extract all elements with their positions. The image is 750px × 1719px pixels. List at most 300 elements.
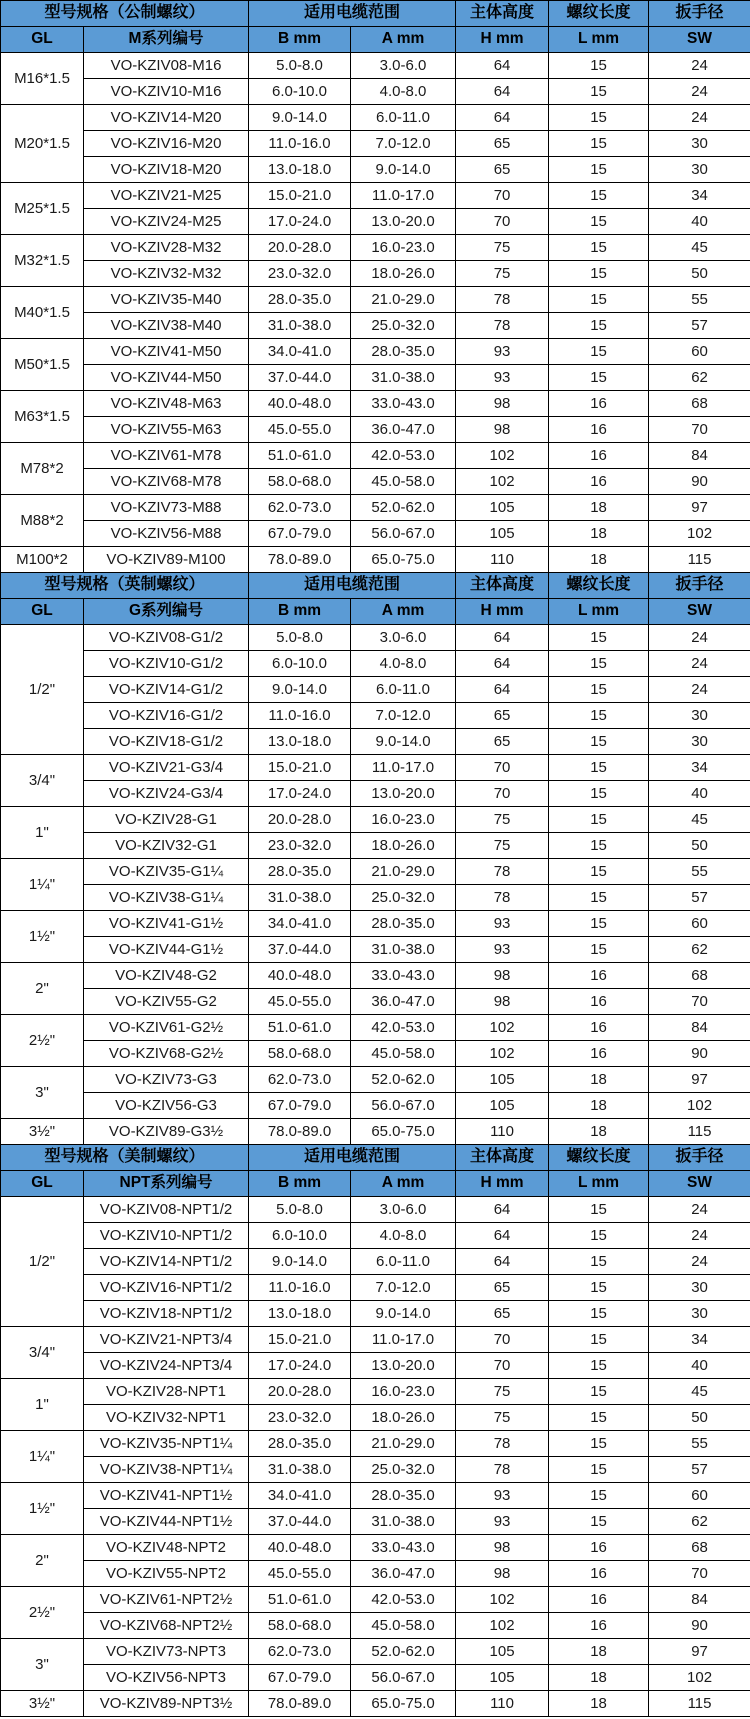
sw-cell: 50 bbox=[649, 261, 750, 287]
l-length-cell: 15 bbox=[549, 911, 649, 937]
a-range-cell: 9.0-14.0 bbox=[351, 157, 456, 183]
l-length-cell: 18 bbox=[549, 1093, 649, 1119]
model-number-cell: VO-KZIV18-G1/2 bbox=[84, 729, 249, 755]
sw-cell: 24 bbox=[649, 79, 750, 105]
l-length-cell: 15 bbox=[549, 131, 649, 157]
h-height-cell: 102 bbox=[456, 1613, 549, 1639]
model-number-cell: VO-KZIV48-G2 bbox=[84, 963, 249, 989]
sw-cell: 57 bbox=[649, 885, 750, 911]
gl-size-cell: M16*1.5 bbox=[1, 53, 84, 105]
model-number-cell: VO-KZIV48-NPT2 bbox=[84, 1535, 249, 1561]
table-row bbox=[1, 963, 750, 989]
a-range-cell: 45.0-58.0 bbox=[351, 1041, 456, 1067]
table-row bbox=[1, 1639, 750, 1665]
model-number-cell: VO-KZIV89-G3½ bbox=[84, 1119, 249, 1145]
a-range-cell: 6.0-11.0 bbox=[351, 105, 456, 131]
h-height-cell: 75 bbox=[456, 1405, 549, 1431]
a-range-cell: 36.0-47.0 bbox=[351, 989, 456, 1015]
l-length-cell: 15 bbox=[549, 807, 649, 833]
h-height-cell: 70 bbox=[456, 1353, 549, 1379]
l-length-cell: 15 bbox=[549, 1301, 649, 1327]
b-range-cell: 17.0-24.0 bbox=[249, 1353, 351, 1379]
model-number-cell: VO-KZIV38-NPT1¼ bbox=[84, 1457, 249, 1483]
model-number-cell: VO-KZIV14-M20 bbox=[84, 105, 249, 131]
gl-size-cell: 3½" bbox=[1, 1119, 84, 1145]
h-height-cell: 75 bbox=[456, 807, 549, 833]
l-length-cell: 15 bbox=[549, 53, 649, 79]
gl-size-cell: 1½" bbox=[1, 1483, 84, 1535]
h-height-cell: 93 bbox=[456, 937, 549, 963]
wrench-size-header: 扳手径 bbox=[649, 1145, 750, 1171]
gl-size-cell: M88*2 bbox=[1, 495, 84, 547]
l-length-cell: 15 bbox=[549, 1431, 649, 1457]
table-row bbox=[1, 1613, 750, 1639]
a-range-cell: 4.0-8.0 bbox=[351, 651, 456, 677]
l-length-cell: 16 bbox=[549, 1015, 649, 1041]
l-length-cell: 16 bbox=[549, 1587, 649, 1613]
table-row bbox=[1, 703, 750, 729]
sw-cell: 24 bbox=[649, 1223, 750, 1249]
sw-cell: 90 bbox=[649, 1613, 750, 1639]
b-range-cell: 34.0-41.0 bbox=[249, 339, 351, 365]
a-range-cell: 56.0-67.0 bbox=[351, 1665, 456, 1691]
model-number-cell: VO-KZIV10-NPT1/2 bbox=[84, 1223, 249, 1249]
wrench-size-header: 扳手径 bbox=[649, 1, 750, 27]
sw-header: SW bbox=[649, 27, 750, 53]
sw-cell: 115 bbox=[649, 1119, 750, 1145]
table-row bbox=[1, 1535, 750, 1561]
table-row bbox=[1, 1015, 750, 1041]
h-height-cell: 98 bbox=[456, 1561, 549, 1587]
model-number-cell: VO-KZIV61-M78 bbox=[84, 443, 249, 469]
h-height-cell: 70 bbox=[456, 183, 549, 209]
a-range-cell: 56.0-67.0 bbox=[351, 1093, 456, 1119]
table-row bbox=[1, 1587, 750, 1613]
table-row bbox=[1, 235, 750, 261]
b-range-cell: 34.0-41.0 bbox=[249, 1483, 351, 1509]
cable-range-header: 适用电缆范围 bbox=[249, 1, 456, 27]
a-range-cell: 31.0-38.0 bbox=[351, 365, 456, 391]
l-length-cell: 16 bbox=[549, 963, 649, 989]
l-length-cell: 15 bbox=[549, 209, 649, 235]
h-height-cell: 98 bbox=[456, 963, 549, 989]
sw-cell: 30 bbox=[649, 157, 750, 183]
table-row bbox=[1, 807, 750, 833]
l-length-cell: 15 bbox=[549, 1223, 649, 1249]
wrench-size-header: 扳手径 bbox=[649, 573, 750, 599]
h-height-cell: 78 bbox=[456, 859, 549, 885]
table-row bbox=[1, 1691, 750, 1717]
model-number-cell: VO-KZIV10-G1/2 bbox=[84, 651, 249, 677]
b-range-cell: 58.0-68.0 bbox=[249, 469, 351, 495]
l-length-cell: 16 bbox=[549, 989, 649, 1015]
l-length-cell: 16 bbox=[549, 1535, 649, 1561]
l-length-cell: 15 bbox=[549, 1275, 649, 1301]
a-range-cell: 13.0-20.0 bbox=[351, 781, 456, 807]
table-row bbox=[1, 781, 750, 807]
b-range-cell: 40.0-48.0 bbox=[249, 963, 351, 989]
b-range-cell: 5.0-8.0 bbox=[249, 53, 351, 79]
series-number-header: M系列编号 bbox=[84, 27, 249, 53]
a-range-cell: 13.0-20.0 bbox=[351, 209, 456, 235]
table-row bbox=[1, 1067, 750, 1093]
table-row bbox=[1, 1379, 750, 1405]
sw-header: SW bbox=[649, 599, 750, 625]
model-number-cell: VO-KZIV61-G2½ bbox=[84, 1015, 249, 1041]
a-range-cell: 3.0-6.0 bbox=[351, 625, 456, 651]
h-height-cell: 98 bbox=[456, 1535, 549, 1561]
b-range-cell: 23.0-32.0 bbox=[249, 1405, 351, 1431]
model-number-cell: VO-KZIV35-G1¼ bbox=[84, 859, 249, 885]
gl-size-cell: 1¼" bbox=[1, 859, 84, 911]
a-range-cell: 11.0-17.0 bbox=[351, 1327, 456, 1353]
gl-size-cell: 2½" bbox=[1, 1587, 84, 1639]
a-range-cell: 21.0-29.0 bbox=[351, 859, 456, 885]
h-mm-header: H mm bbox=[456, 27, 549, 53]
h-height-cell: 78 bbox=[456, 313, 549, 339]
a-range-cell: 28.0-35.0 bbox=[351, 339, 456, 365]
l-length-cell: 15 bbox=[549, 1353, 649, 1379]
sw-cell: 40 bbox=[649, 781, 750, 807]
table-row bbox=[1, 677, 750, 703]
table-row bbox=[1, 339, 750, 365]
sw-cell: 24 bbox=[649, 1197, 750, 1223]
b-mm-header: B mm bbox=[249, 27, 351, 53]
table-row bbox=[1, 1457, 750, 1483]
thread-length-header: 螺纹长度 bbox=[549, 1145, 649, 1171]
gl-size-cell: 1½" bbox=[1, 911, 84, 963]
l-length-cell: 18 bbox=[549, 521, 649, 547]
table-row bbox=[1, 1301, 750, 1327]
h-height-cell: 102 bbox=[456, 469, 549, 495]
b-range-cell: 78.0-89.0 bbox=[249, 1691, 351, 1717]
h-height-cell: 78 bbox=[456, 885, 549, 911]
table-row bbox=[1, 1275, 750, 1301]
b-range-cell: 17.0-24.0 bbox=[249, 781, 351, 807]
l-length-cell: 18 bbox=[549, 547, 649, 573]
sw-cell: 30 bbox=[649, 703, 750, 729]
a-range-cell: 9.0-14.0 bbox=[351, 729, 456, 755]
sw-cell: 24 bbox=[649, 651, 750, 677]
cable-range-header: 适用电缆范围 bbox=[249, 573, 456, 599]
sw-cell: 24 bbox=[649, 53, 750, 79]
table-row bbox=[1, 911, 750, 937]
l-length-cell: 15 bbox=[549, 183, 649, 209]
sw-cell: 45 bbox=[649, 1379, 750, 1405]
sw-cell: 45 bbox=[649, 235, 750, 261]
a-range-cell: 9.0-14.0 bbox=[351, 1301, 456, 1327]
sw-cell: 24 bbox=[649, 625, 750, 651]
table-row bbox=[1, 729, 750, 755]
a-range-cell: 25.0-32.0 bbox=[351, 885, 456, 911]
table-row bbox=[1, 1041, 750, 1067]
table-row bbox=[1, 209, 750, 235]
b-range-cell: 6.0-10.0 bbox=[249, 1223, 351, 1249]
table-row bbox=[1, 1561, 750, 1587]
a-range-cell: 45.0-58.0 bbox=[351, 469, 456, 495]
body-height-header: 主体高度 bbox=[456, 1145, 549, 1171]
l-length-cell: 16 bbox=[549, 1561, 649, 1587]
sw-cell: 45 bbox=[649, 807, 750, 833]
model-number-cell: VO-KZIV35-NPT1¼ bbox=[84, 1431, 249, 1457]
l-length-cell: 15 bbox=[549, 833, 649, 859]
l-length-cell: 15 bbox=[549, 365, 649, 391]
model-number-cell: VO-KZIV08-G1/2 bbox=[84, 625, 249, 651]
a-range-cell: 31.0-38.0 bbox=[351, 937, 456, 963]
b-range-cell: 5.0-8.0 bbox=[249, 1197, 351, 1223]
h-height-cell: 105 bbox=[456, 1665, 549, 1691]
sw-cell: 68 bbox=[649, 963, 750, 989]
table-row bbox=[1, 1197, 750, 1223]
gl-size-cell: M32*1.5 bbox=[1, 235, 84, 287]
l-length-cell: 18 bbox=[549, 1639, 649, 1665]
table-row bbox=[1, 1405, 750, 1431]
gl-size-cell: M50*1.5 bbox=[1, 339, 84, 391]
a-range-cell: 56.0-67.0 bbox=[351, 521, 456, 547]
l-length-cell: 16 bbox=[549, 1613, 649, 1639]
sw-cell: 60 bbox=[649, 1483, 750, 1509]
sw-cell: 70 bbox=[649, 1561, 750, 1587]
table-row bbox=[1, 443, 750, 469]
b-range-cell: 78.0-89.0 bbox=[249, 1119, 351, 1145]
h-height-cell: 110 bbox=[456, 1119, 549, 1145]
table-row bbox=[1, 53, 750, 79]
h-height-cell: 64 bbox=[456, 53, 549, 79]
b-range-cell: 15.0-21.0 bbox=[249, 1327, 351, 1353]
model-number-cell: VO-KZIV44-G1½ bbox=[84, 937, 249, 963]
h-height-cell: 93 bbox=[456, 1483, 549, 1509]
a-mm-header: A mm bbox=[351, 1171, 456, 1197]
l-length-cell: 18 bbox=[549, 1691, 649, 1717]
table-row bbox=[1, 469, 750, 495]
a-mm-header: A mm bbox=[351, 27, 456, 53]
l-length-cell: 15 bbox=[549, 287, 649, 313]
l-length-cell: 15 bbox=[549, 625, 649, 651]
table-row bbox=[1, 1431, 750, 1457]
h-height-cell: 102 bbox=[456, 1015, 549, 1041]
table-row bbox=[1, 105, 750, 131]
h-height-cell: 93 bbox=[456, 911, 549, 937]
model-number-cell: VO-KZIV24-G3/4 bbox=[84, 781, 249, 807]
model-number-cell: VO-KZIV38-M40 bbox=[84, 313, 249, 339]
l-length-cell: 15 bbox=[549, 885, 649, 911]
h-height-cell: 105 bbox=[456, 521, 549, 547]
sw-cell: 115 bbox=[649, 547, 750, 573]
l-length-cell: 15 bbox=[549, 157, 649, 183]
sw-cell: 40 bbox=[649, 209, 750, 235]
model-number-cell: VO-KZIV32-G1 bbox=[84, 833, 249, 859]
a-range-cell: 6.0-11.0 bbox=[351, 677, 456, 703]
section-title-row bbox=[1, 1145, 750, 1171]
table-row bbox=[1, 833, 750, 859]
l-length-cell: 16 bbox=[549, 417, 649, 443]
b-range-cell: 62.0-73.0 bbox=[249, 1639, 351, 1665]
section-title-row bbox=[1, 1, 750, 27]
model-number-cell: VO-KZIV08-M16 bbox=[84, 53, 249, 79]
b-range-cell: 51.0-61.0 bbox=[249, 1015, 351, 1041]
l-mm-header: L mm bbox=[549, 27, 649, 53]
model-number-cell: VO-KZIV55-NPT2 bbox=[84, 1561, 249, 1587]
table-row bbox=[1, 1327, 750, 1353]
h-height-cell: 75 bbox=[456, 833, 549, 859]
h-mm-header: H mm bbox=[456, 1171, 549, 1197]
l-length-cell: 15 bbox=[549, 313, 649, 339]
gl-size-cell: 2" bbox=[1, 963, 84, 1015]
b-range-cell: 23.0-32.0 bbox=[249, 833, 351, 859]
b-range-cell: 62.0-73.0 bbox=[249, 1067, 351, 1093]
sw-cell: 57 bbox=[649, 1457, 750, 1483]
table-row bbox=[1, 1223, 750, 1249]
h-height-cell: 75 bbox=[456, 261, 549, 287]
b-range-cell: 67.0-79.0 bbox=[249, 521, 351, 547]
b-range-cell: 20.0-28.0 bbox=[249, 1379, 351, 1405]
b-range-cell: 31.0-38.0 bbox=[249, 885, 351, 911]
table-row bbox=[1, 183, 750, 209]
l-length-cell: 15 bbox=[549, 677, 649, 703]
model-number-cell: VO-KZIV28-M32 bbox=[84, 235, 249, 261]
b-range-cell: 9.0-14.0 bbox=[249, 105, 351, 131]
table-row bbox=[1, 1353, 750, 1379]
h-height-cell: 64 bbox=[456, 1249, 549, 1275]
table-row bbox=[1, 1249, 750, 1275]
gl-size-cell: 3½" bbox=[1, 1691, 84, 1717]
a-range-cell: 42.0-53.0 bbox=[351, 1015, 456, 1041]
sw-cell: 84 bbox=[649, 443, 750, 469]
l-length-cell: 16 bbox=[549, 443, 649, 469]
b-range-cell: 13.0-18.0 bbox=[249, 729, 351, 755]
b-range-cell: 15.0-21.0 bbox=[249, 183, 351, 209]
h-height-cell: 70 bbox=[456, 1327, 549, 1353]
b-range-cell: 13.0-18.0 bbox=[249, 157, 351, 183]
l-length-cell: 18 bbox=[549, 1665, 649, 1691]
h-height-cell: 93 bbox=[456, 339, 549, 365]
h-mm-header: H mm bbox=[456, 599, 549, 625]
a-range-cell: 45.0-58.0 bbox=[351, 1613, 456, 1639]
l-length-cell: 15 bbox=[549, 105, 649, 131]
a-range-cell: 31.0-38.0 bbox=[351, 1509, 456, 1535]
model-number-cell: VO-KZIV73-G3 bbox=[84, 1067, 249, 1093]
model-number-cell: VO-KZIV38-G1¼ bbox=[84, 885, 249, 911]
gl-size-cell: 3" bbox=[1, 1639, 84, 1691]
sw-cell: 84 bbox=[649, 1015, 750, 1041]
model-number-cell: VO-KZIV21-NPT3/4 bbox=[84, 1327, 249, 1353]
sw-cell: 70 bbox=[649, 989, 750, 1015]
b-range-cell: 11.0-16.0 bbox=[249, 131, 351, 157]
b-range-cell: 31.0-38.0 bbox=[249, 1457, 351, 1483]
table-row bbox=[1, 521, 750, 547]
model-number-cell: VO-KZIV14-G1/2 bbox=[84, 677, 249, 703]
b-range-cell: 11.0-16.0 bbox=[249, 703, 351, 729]
b-range-cell: 20.0-28.0 bbox=[249, 235, 351, 261]
gl-size-cell: 2½" bbox=[1, 1015, 84, 1067]
section-title: 型号规格（英制螺纹） bbox=[1, 573, 249, 599]
h-height-cell: 64 bbox=[456, 625, 549, 651]
sw-cell: 30 bbox=[649, 1275, 750, 1301]
a-range-cell: 4.0-8.0 bbox=[351, 79, 456, 105]
b-range-cell: 13.0-18.0 bbox=[249, 1301, 351, 1327]
b-range-cell: 37.0-44.0 bbox=[249, 365, 351, 391]
model-number-cell: VO-KZIV08-NPT1/2 bbox=[84, 1197, 249, 1223]
model-number-cell: VO-KZIV73-M88 bbox=[84, 495, 249, 521]
b-range-cell: 17.0-24.0 bbox=[249, 209, 351, 235]
column-header-row bbox=[1, 27, 750, 53]
sw-cell: 68 bbox=[649, 1535, 750, 1561]
sw-cell: 97 bbox=[649, 1067, 750, 1093]
b-range-cell: 78.0-89.0 bbox=[249, 547, 351, 573]
model-number-cell: VO-KZIV18-NPT1/2 bbox=[84, 1301, 249, 1327]
a-range-cell: 65.0-75.0 bbox=[351, 1119, 456, 1145]
thread-length-header: 螺纹长度 bbox=[549, 573, 649, 599]
model-number-cell: VO-KZIV24-NPT3/4 bbox=[84, 1353, 249, 1379]
model-number-cell: VO-KZIV16-M20 bbox=[84, 131, 249, 157]
table-row bbox=[1, 131, 750, 157]
table-row bbox=[1, 313, 750, 339]
b-range-cell: 45.0-55.0 bbox=[249, 989, 351, 1015]
b-mm-header: B mm bbox=[249, 599, 351, 625]
gl-header: GL bbox=[1, 27, 84, 53]
model-number-cell: VO-KZIV41-M50 bbox=[84, 339, 249, 365]
sw-cell: 34 bbox=[649, 755, 750, 781]
l-length-cell: 15 bbox=[549, 1197, 649, 1223]
body-height-header: 主体高度 bbox=[456, 1, 549, 27]
model-number-cell: VO-KZIV73-NPT3 bbox=[84, 1639, 249, 1665]
h-height-cell: 105 bbox=[456, 495, 549, 521]
l-length-cell: 15 bbox=[549, 1483, 649, 1509]
a-range-cell: 7.0-12.0 bbox=[351, 1275, 456, 1301]
sw-cell: 40 bbox=[649, 1353, 750, 1379]
sw-cell: 62 bbox=[649, 365, 750, 391]
model-number-cell: VO-KZIV24-M25 bbox=[84, 209, 249, 235]
table-row bbox=[1, 1483, 750, 1509]
model-number-cell: VO-KZIV35-M40 bbox=[84, 287, 249, 313]
sw-cell: 30 bbox=[649, 131, 750, 157]
h-height-cell: 105 bbox=[456, 1067, 549, 1093]
sw-cell: 34 bbox=[649, 1327, 750, 1353]
sw-cell: 50 bbox=[649, 833, 750, 859]
b-range-cell: 40.0-48.0 bbox=[249, 391, 351, 417]
l-length-cell: 16 bbox=[549, 469, 649, 495]
a-range-cell: 52.0-62.0 bbox=[351, 1639, 456, 1665]
sw-header: SW bbox=[649, 1171, 750, 1197]
model-number-cell: VO-KZIV56-G3 bbox=[84, 1093, 249, 1119]
l-length-cell: 15 bbox=[549, 651, 649, 677]
sw-cell: 115 bbox=[649, 1691, 750, 1717]
a-range-cell: 28.0-35.0 bbox=[351, 911, 456, 937]
gl-size-cell: 2" bbox=[1, 1535, 84, 1587]
model-number-cell: VO-KZIV21-M25 bbox=[84, 183, 249, 209]
b-range-cell: 51.0-61.0 bbox=[249, 443, 351, 469]
l-mm-header: L mm bbox=[549, 1171, 649, 1197]
a-range-cell: 18.0-26.0 bbox=[351, 833, 456, 859]
l-length-cell: 15 bbox=[549, 1327, 649, 1353]
sw-cell: 55 bbox=[649, 287, 750, 313]
a-range-cell: 11.0-17.0 bbox=[351, 755, 456, 781]
table-row bbox=[1, 79, 750, 105]
a-range-cell: 6.0-11.0 bbox=[351, 1249, 456, 1275]
a-range-cell: 33.0-43.0 bbox=[351, 963, 456, 989]
l-length-cell: 15 bbox=[549, 339, 649, 365]
model-number-cell: VO-KZIV32-NPT1 bbox=[84, 1405, 249, 1431]
model-number-cell: VO-KZIV41-G1½ bbox=[84, 911, 249, 937]
h-height-cell: 102 bbox=[456, 443, 549, 469]
h-height-cell: 75 bbox=[456, 1379, 549, 1405]
h-height-cell: 64 bbox=[456, 677, 549, 703]
l-length-cell: 18 bbox=[549, 1067, 649, 1093]
sw-cell: 68 bbox=[649, 391, 750, 417]
model-number-cell: VO-KZIV44-NPT1½ bbox=[84, 1509, 249, 1535]
gl-size-cell: M78*2 bbox=[1, 443, 84, 495]
h-height-cell: 65 bbox=[456, 157, 549, 183]
